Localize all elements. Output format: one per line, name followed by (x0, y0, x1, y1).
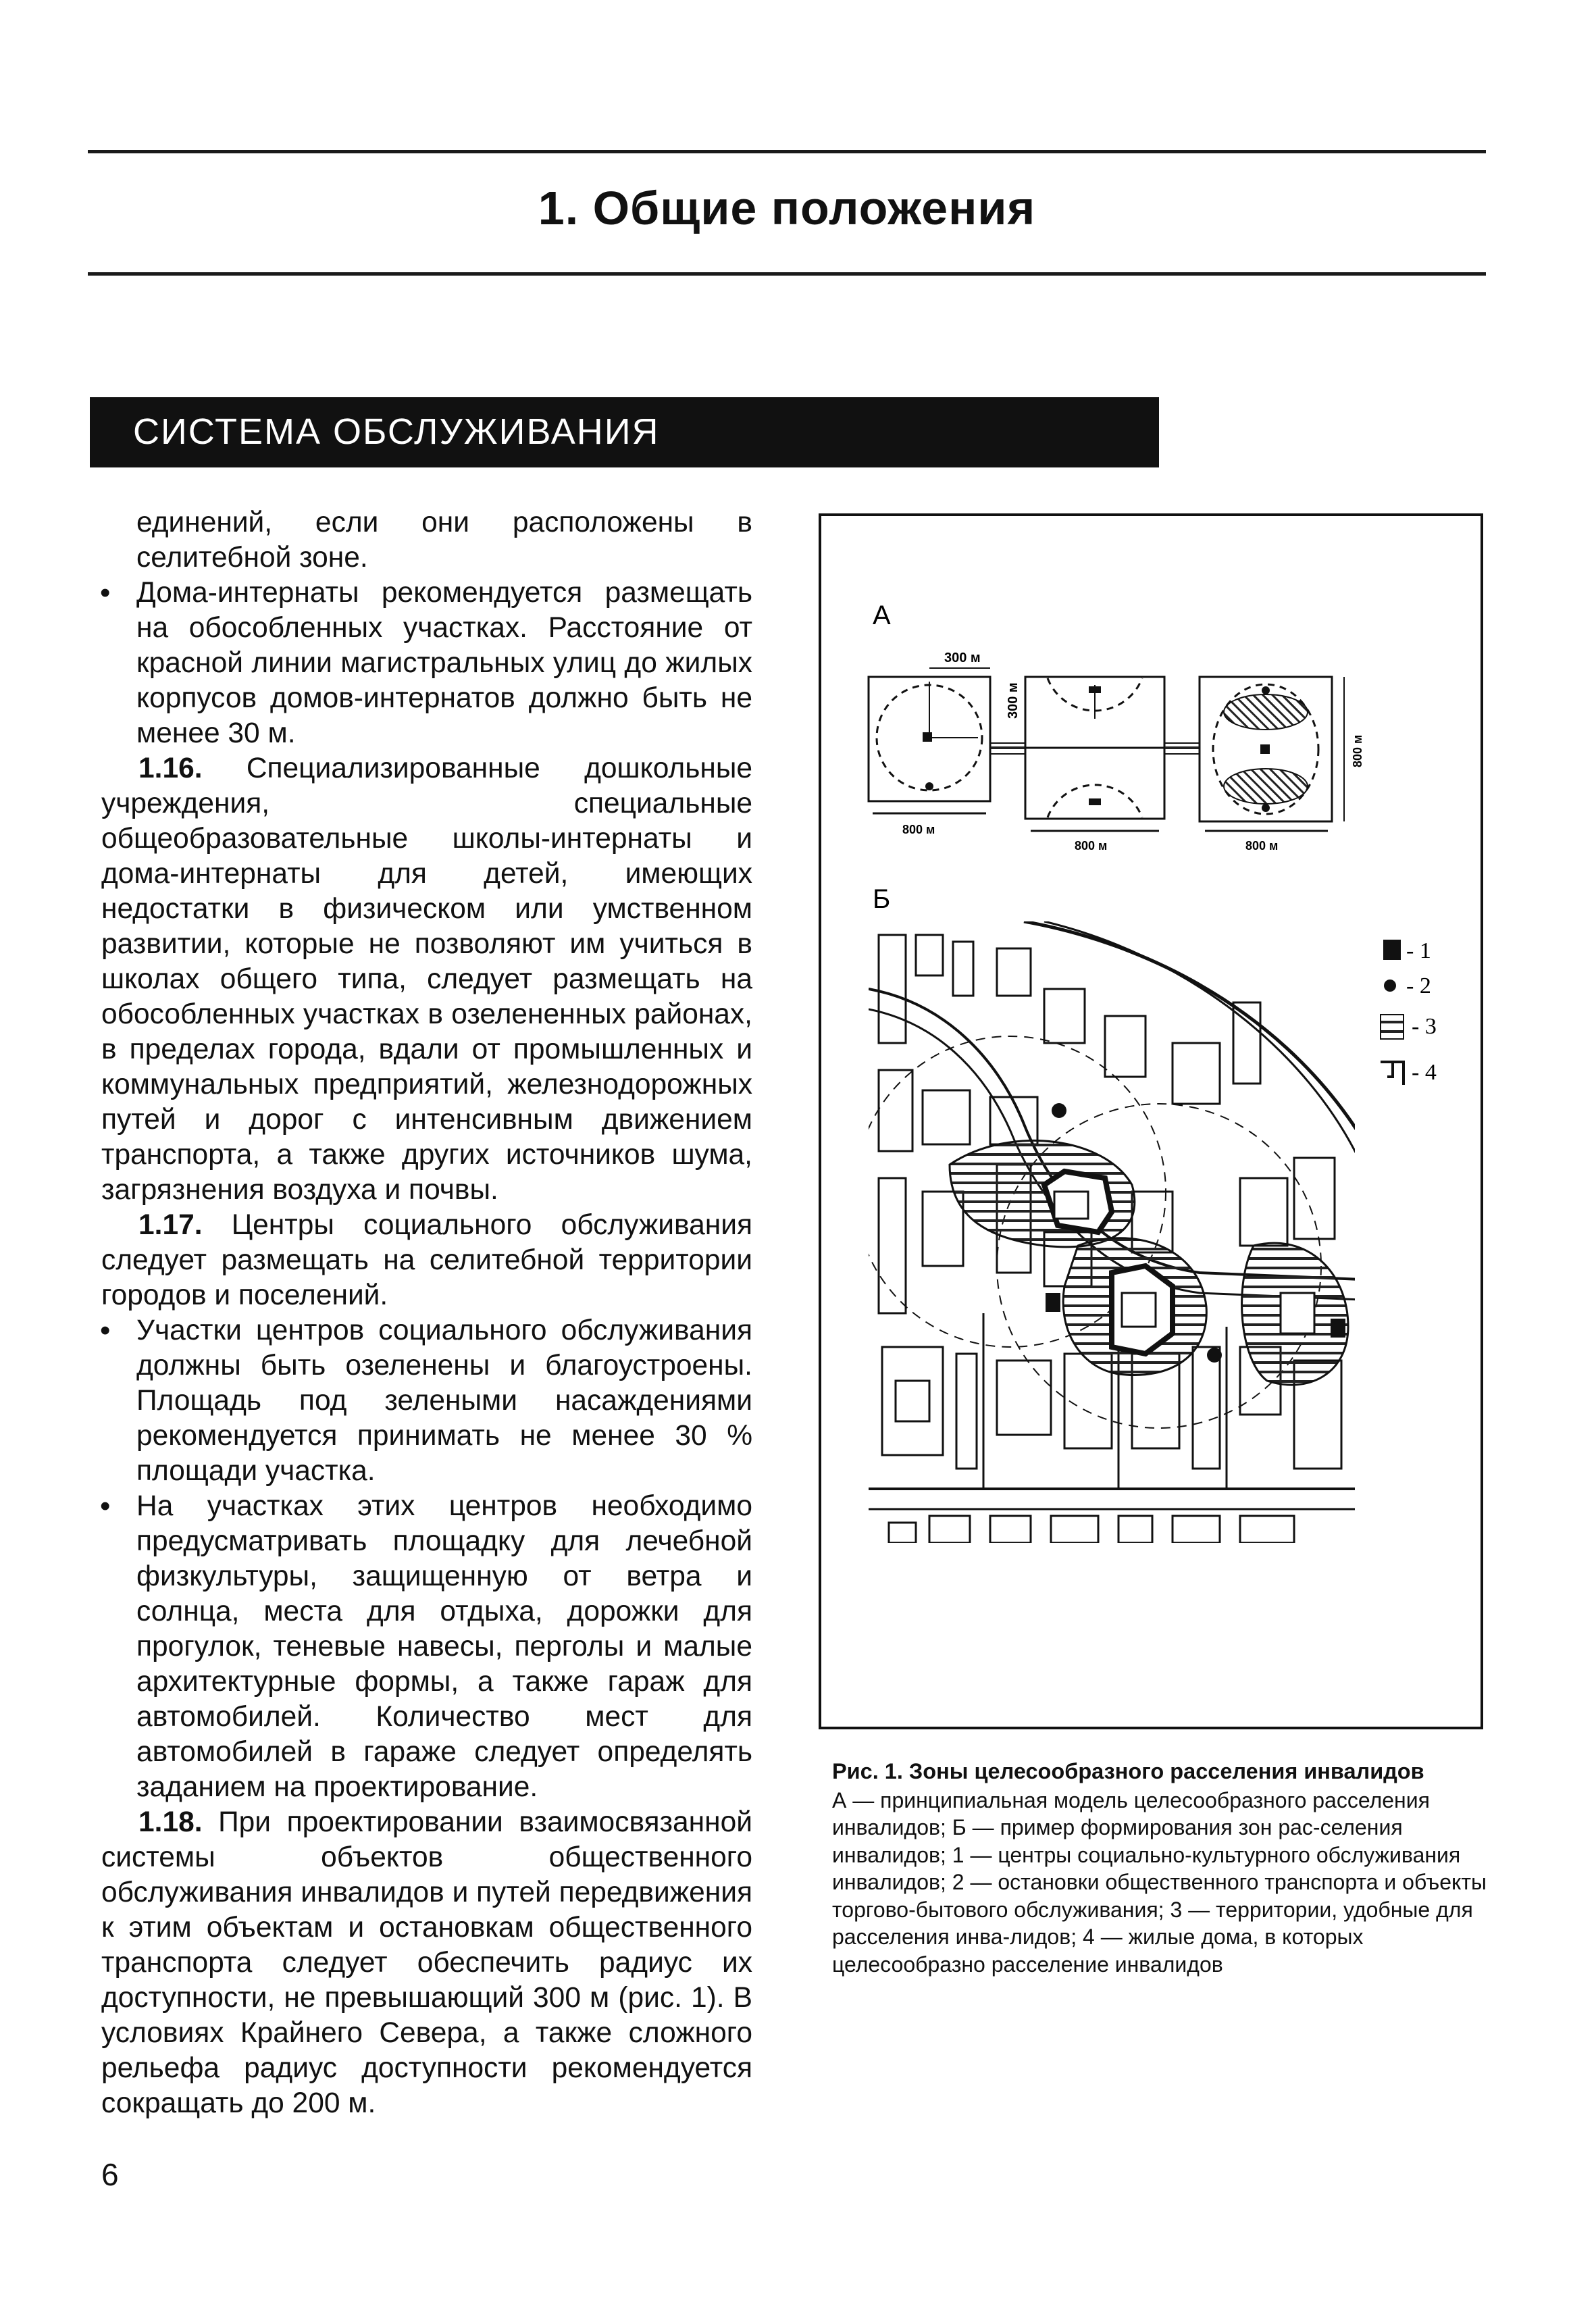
clause-text: Специализированные дошкольные учреждения, специальные общеобразовательные школы-интернаты и дома-интернаты для детей, имеющих недостатки в физическом или умственном развитии, которые не позволяют им учиться в школах общего типа, следует размещать на обособленных участках в озелененных районах, в пределах города, вдали от промышленных и коммунальных предприятий, железнодорожных путей и дорог с интенсивным движением транспорта, а также других источников шума, загрязнения воздуха и почвы. (101, 753, 753, 1206)
caption-body: А — принципиальная модель целесообразного расселения инвалидов; Б — пример формирования зон рас-селения инвалидов; 1 — центры социально-культурного обслуживания инвалидов; 2 — остановки общественного транспорта и объекты торгово-бытового обслуживания; 3 — территории, удобные для расселения инва-лидов; 4 — жилые дома, в которых целесообразно расселение инвалидов (832, 1787, 1487, 1977)
bullet-paragraph-facilities: • На участках этих центров необходимо предусматривать площадку для лечебной физкультуры, защищенную от ветра и солнца, места для отдыха, дорожки для прогулок, теневые навесы, перголы и малые архитектурные формы, а также гараж для автомобилей. Количество мест для автомобилей в гараже следует определять заданием на проектирование. (101, 1489, 752, 1805)
scheme-a-label: А (873, 601, 891, 630)
dimension-800-c: 800 м (1245, 839, 1279, 853)
scheme-a-block-2 (1025, 677, 1164, 831)
scheme-b-site-plan (855, 921, 1362, 1543)
figure-1-frame (819, 513, 1483, 1729)
bullet-paragraph-landscaping: • Участки центров социального обслуживания должны быть озеленены и благоустроены. Площадь под зелеными насаждениями рекомендуется принимать не менее 30 % площади участка. (101, 1313, 752, 1489)
page-number: 6 (101, 2157, 119, 2192)
legend-symbol-settlement-zone (1381, 1015, 1404, 1039)
main-text-column (101, 505, 752, 2121)
figure-legend (1381, 938, 1437, 1085)
dimension-800-side: 800 м (1351, 734, 1364, 767)
clause-1-18 (101, 1805, 752, 2121)
bullet-paragraph-boarding-homes: • Дома-интернаты рекомендуется размещать на обособленных участках. Расстояние от красной линии магистральных улиц до жилых корпусов домов-интернатов должно быть не менее 30 м. (101, 576, 752, 751)
clause-number: 1.17. (138, 1209, 203, 1241)
legend-symbol-residential-house (1381, 1062, 1404, 1085)
dimension-300-side: 300 м (1006, 682, 1021, 719)
legend-symbol-service-center (1383, 940, 1401, 960)
dimension-800-a: 800 м (902, 823, 935, 836)
legend-item-1: - 1 (1406, 938, 1431, 963)
scheme-b-label: Б (873, 884, 891, 914)
clause-text: При проектировании взаимосвязанной системы объектов общественного обслуживания инвалидов и путей передвижения к этим объектам и остановкам общественного транспорта следует обеспечить радиус их доступности, не превышающий 300 м (рис. 1). В условиях Крайнего Севера, а также сложного рельефа радиус доступности рекомендуется сокращать до 200 м. (101, 1806, 753, 2119)
clause-number: 1.16. (138, 753, 203, 784)
dimension-800-b: 800 м (1075, 839, 1108, 853)
clause-1-17 (101, 1208, 752, 1313)
legend-item-2: - 2 (1406, 973, 1431, 998)
title-underline-rule (88, 272, 1486, 276)
section-banner (90, 397, 1159, 467)
clause-text: Центры социального обслуживания следует размещать на селитебной территории городов и поселений. (101, 1209, 753, 1311)
clause-1-16 (101, 751, 752, 1208)
section-label: СИСТЕМА ОБСЛУЖИВАНИЯ (133, 411, 660, 452)
dimension-300-top: 300 м (944, 651, 981, 665)
scheme-a-block-1 (869, 677, 990, 813)
caption-title: Рис. 1. Зоны целесообразного расселения инвалидов (832, 1759, 1424, 1783)
figure-caption (832, 1758, 1494, 1978)
figure-1-drawing (821, 516, 1481, 1727)
top-rule (88, 150, 1486, 153)
legend-symbol-transport-stop (1384, 980, 1396, 992)
chapter-title: 1. Общие положения (538, 182, 1036, 234)
legend-item-3: - 3 (1412, 1014, 1437, 1039)
paragraph-continuation: единений, если они расположены в селитебной зоне. (136, 507, 752, 574)
clause-number: 1.18. (138, 1806, 203, 1838)
legend-item-4: - 4 (1412, 1060, 1437, 1085)
